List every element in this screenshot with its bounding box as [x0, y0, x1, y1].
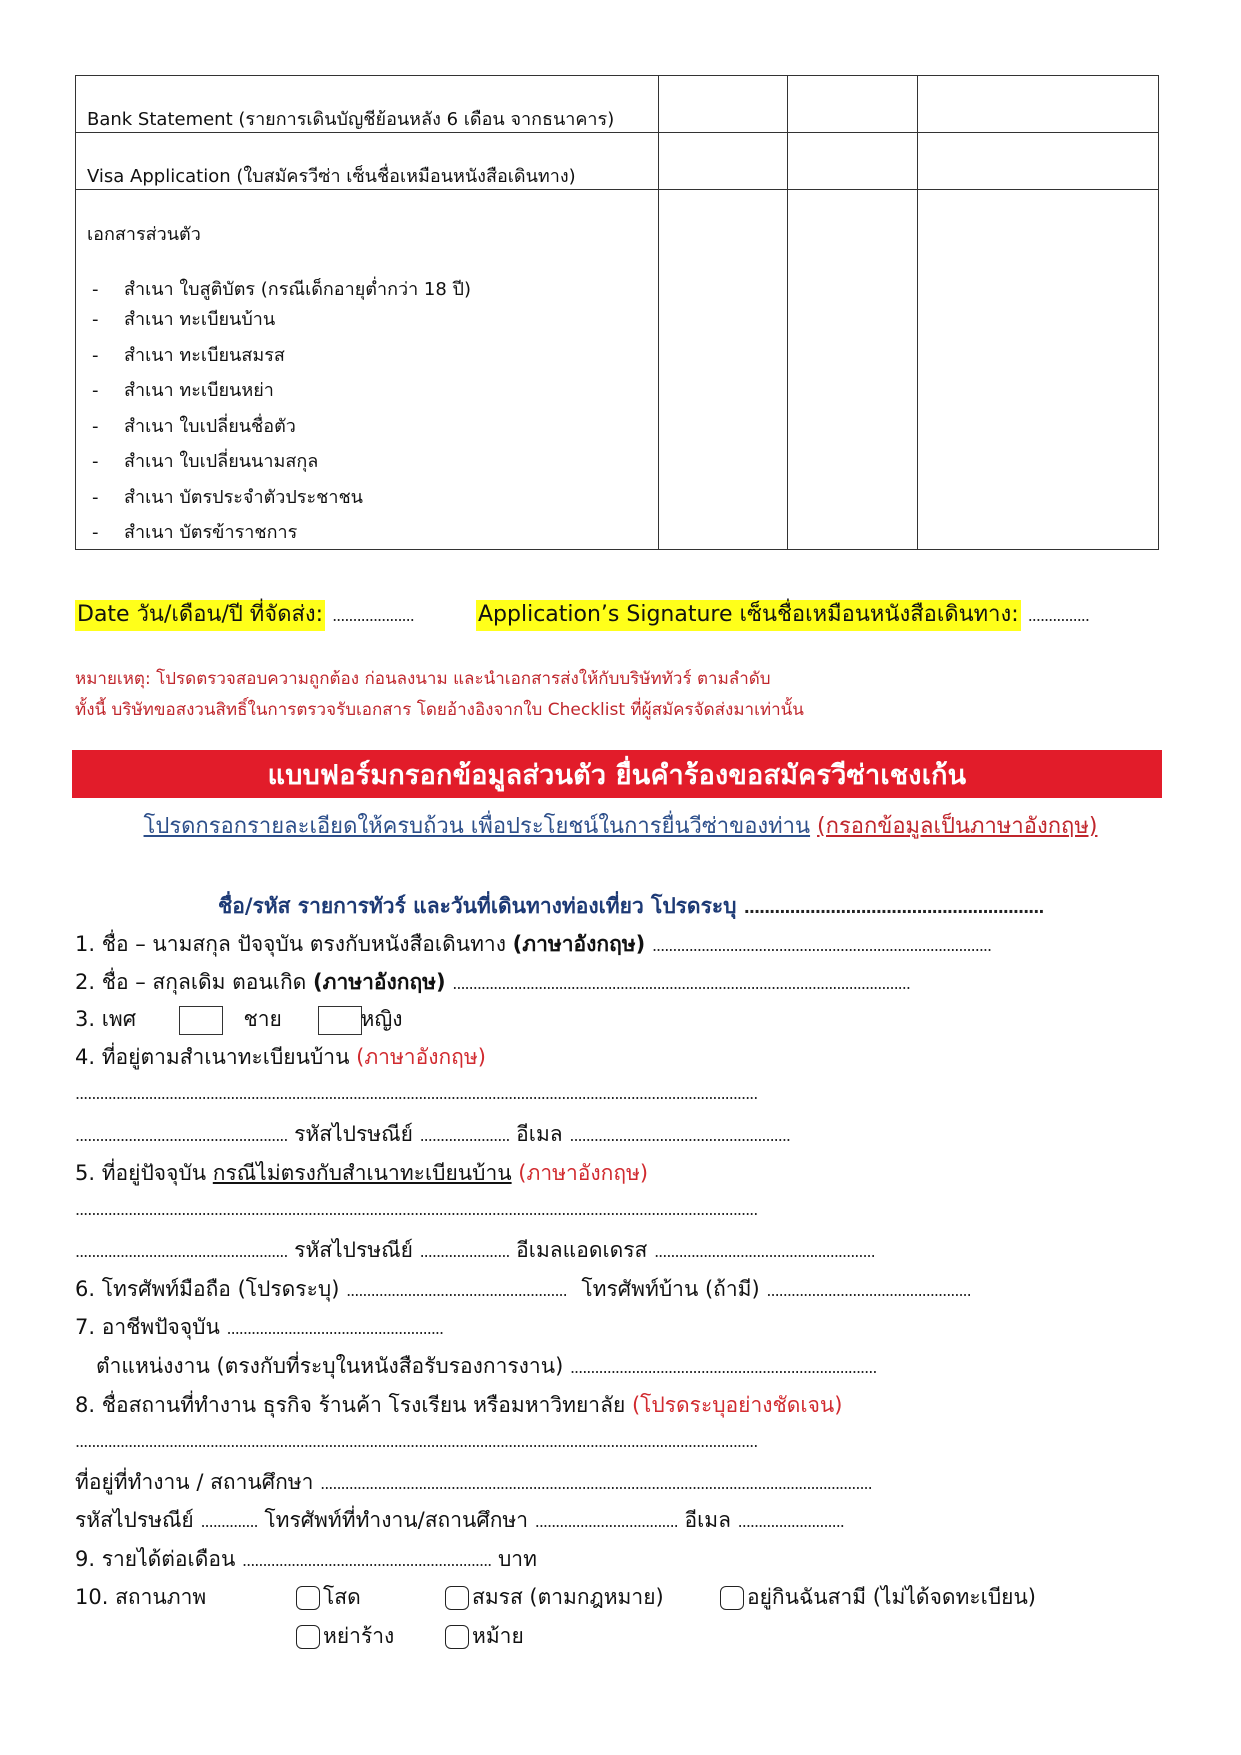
postal-code-label: รหัสไปรษณีย์ — [294, 1122, 413, 1146]
checklist-personal-documents-title: เอกสารส่วนตัว — [87, 224, 201, 245]
checklist-bank-statement: Bank Statement (รายการเดินบัญชีย้อนหลัง 6 เดือน จากธนาคาร) — [87, 109, 615, 130]
female-checkbox[interactable] — [318, 1006, 362, 1035]
widowed-checkbox[interactable] — [445, 1625, 469, 1649]
checklist-item: - สำเนา บัตรข้าราชการ — [92, 522, 298, 543]
male-checkbox[interactable] — [179, 1006, 223, 1035]
female-label: หญิง — [360, 1007, 403, 1031]
q4-language-note: (ภาษาอังกฤษ) — [356, 1045, 486, 1069]
checklist-item: - สำเนา ทะเบียนสมรส — [92, 345, 285, 366]
column-divider — [917, 76, 918, 549]
email-dots: .......................... — [737, 1512, 844, 1531]
work-phone-dots: ................................... — [534, 1512, 678, 1531]
address-dots: ....................................................................................................................................................................... — [75, 1084, 758, 1103]
checklist-item: - สำเนา ใบเปลี่ยนชื่อตัว — [92, 416, 296, 437]
form-title: แบบฟอร์มกรอกข้อมูลส่วนตัว ยื่นคำร้องขอสมัครวีซ่าเชงเก้น — [267, 759, 967, 791]
occupation-label: 7. อาชีพปัจจุบัน — [75, 1315, 220, 1339]
q8-note: (โปรดระบุอย่างชัดเจน) — [631, 1393, 843, 1417]
work-address-field[interactable] — [75, 1466, 872, 1499]
q8-label: 8. ชื่อสถานที่ทำงาน ธุรกิจ ร้านค้า โรงเรียน หรือมหาวิทยาลัย — [75, 1393, 626, 1417]
date-dots: .................... — [332, 606, 414, 625]
postal-code-dots: ...................... — [419, 1126, 510, 1145]
postal-code-label: รหัสไปรษณีย์ — [294, 1238, 413, 1262]
q5-address-line[interactable] — [75, 1196, 757, 1220]
checklist-item: - สำเนา บัตรประจำตัวประชาชน — [92, 487, 363, 508]
postal-code-dots: .............. — [200, 1512, 258, 1531]
single-label: โสด — [323, 1585, 361, 1609]
workplace-dots: ....................................................................................................................................................................... — [75, 1432, 758, 1451]
widowed-label: หม้าย — [472, 1624, 524, 1648]
checklist-item: - สำเนา ใบเปลี่ยนนามสกุล — [92, 451, 319, 472]
work-address-label: ที่อยู่ที่ทำงาน / สถานศึกษา — [75, 1470, 314, 1494]
q2-dots: ................................................................................................................ — [452, 974, 910, 993]
email-dots: ...................................................... — [654, 1242, 875, 1261]
address-dots: .................................................... — [75, 1242, 288, 1261]
email-address-label: อีเมลแอดเดรส — [516, 1238, 648, 1262]
q2-label: 2. ชื่อ – สกุลเดิม ตอนเกิด — [75, 970, 307, 994]
checklist-item: - สำเนา ทะเบียนบ้าน — [92, 309, 276, 330]
signature-dots: ............... — [1027, 606, 1089, 625]
q5-condition: กรณีไม่ตรงกับสำเนาทะเบียนบ้าน — [212, 1161, 512, 1185]
q1-label: 1. ชื่อ – นามสกุล ปัจจุบัน ตรงกับหนังสือเดินทาง — [75, 932, 506, 956]
cohabit-checkbox[interactable] — [720, 1586, 744, 1610]
q5-language-note: (ภาษาอังกฤษ) — [518, 1161, 649, 1185]
marital-cohabit-option[interactable] — [720, 1581, 1036, 1614]
married-label: สมรส (ตามกฎหมาย) — [472, 1585, 664, 1609]
tour-info-dots: ........................................................... — [743, 898, 1044, 917]
note-line-2: ทั้งนี้ บริษัทขอสงวนสิทธิ์ในการตรวจรับเอกสาร โดยอ้างอิงจากใบ Checklist ที่ผู้สมัครจัดส่งมาเท่านั้น — [75, 700, 804, 720]
position-dots: ........................................................................... — [569, 1358, 877, 1377]
home-phone-dots: .................................................. — [766, 1281, 971, 1300]
q6-phone-field[interactable] — [75, 1273, 971, 1306]
signature-label: Application’s Signature เซ็นชื่อเหมือนหนังสือเดินทาง: — [476, 600, 1021, 631]
address-dots: .................................................... — [75, 1126, 288, 1145]
marital-divorced-option[interactable] — [296, 1620, 394, 1653]
q9-income-field[interactable] — [75, 1543, 537, 1576]
email-dots: ...................................................... — [569, 1126, 791, 1145]
cohabit-label: อยู่กินฉันสามี (ไม่ได้จดทะเบียน) — [747, 1585, 1036, 1609]
q2-language-note: (ภาษาอังกฤษ) — [313, 970, 446, 994]
signature-field[interactable] — [476, 596, 1089, 631]
work-contact-field[interactable] — [75, 1504, 844, 1537]
married-checkbox[interactable] — [445, 1586, 469, 1610]
q1-current-name-field[interactable] — [75, 928, 991, 961]
date-label: Date วัน/เดือน/ปี ที่จัดส่ง: — [75, 600, 325, 631]
divorced-checkbox[interactable] — [296, 1625, 320, 1649]
q2-birth-name-field[interactable] — [75, 966, 910, 999]
document-checklist-table — [75, 75, 1159, 550]
checklist-visa-application: Visa Application (ใบสมัครวีซ่า เซ็นชื่อเหมือนหนังสือเดินทาง) — [87, 166, 576, 187]
divorced-label: หย่าร้าง — [323, 1624, 395, 1648]
postal-code-label: รหัสไปรษณีย์ — [75, 1508, 194, 1532]
column-divider — [658, 76, 659, 549]
q8-workplace-label — [75, 1389, 842, 1422]
checklist-item: - สำเนา ทะเบียนหย่า — [92, 380, 274, 401]
q5-label: 5. ที่อยู่ปัจจุบัน — [75, 1161, 207, 1185]
q7-occupation-field[interactable] — [75, 1311, 443, 1344]
q4-label: 4. ที่อยู่ตามสำเนาทะเบียนบ้าน — [75, 1045, 350, 1069]
q1-dots: ................................................................................... — [651, 936, 992, 955]
email-label: อีเมล — [684, 1508, 731, 1532]
q5-current-address-label — [75, 1157, 648, 1190]
subtitle-instruction: โปรดกรอกรายละเอียดให้ครบถ้วน เพื่อประโยชน์ในการยื่นวีซ่าของท่าน — [143, 814, 811, 839]
tour-info-field[interactable] — [218, 890, 1043, 923]
income-unit: บาท — [497, 1547, 537, 1571]
q3-label: 3. เพศ — [75, 1007, 137, 1031]
home-phone-label: โทรศัพท์บ้าน (ถ้ามี) — [581, 1277, 760, 1301]
q3-gender-field — [75, 1003, 402, 1036]
column-divider — [787, 76, 788, 549]
q4-postal-email-line[interactable] — [75, 1118, 790, 1151]
email-label: อีเมล — [516, 1122, 563, 1146]
date-field[interactable] — [75, 596, 414, 631]
subtitle-english-note: (กรอกข้อมูลเป็นภาษาอังกฤษ) — [817, 814, 1098, 839]
occupation-dots: ..................................................... — [226, 1319, 444, 1338]
q5-postal-email-line[interactable] — [75, 1234, 875, 1267]
q1-language-note: (ภาษาอังกฤษ) — [512, 932, 646, 956]
address-dots: ....................................................................................................................................................................... — [75, 1200, 758, 1219]
checklist-item: - สำเนา ใบสูติบัตร (กรณีเด็กอายุต่ำกว่า 18 ปี) — [92, 279, 471, 300]
mobile-phone-label: 6. โทรศัพท์มือถือ (โปรดระบุ) — [75, 1277, 340, 1301]
single-checkbox[interactable] — [296, 1586, 320, 1610]
note-line-1: หมายเหตุ: โปรดตรวจสอบความถูกต้อง ก่อนลงนาม และนำเอกสารส่งให้กับบริษัททัวร์ ตามลำดับ — [75, 669, 771, 689]
q4-address-line[interactable] — [75, 1080, 757, 1104]
postal-code-dots: ...................... — [419, 1242, 510, 1261]
marital-single-option[interactable] — [296, 1581, 361, 1614]
form-subtitle — [0, 808, 1241, 843]
income-label: 9. รายได้ต่อเดือน — [75, 1547, 236, 1571]
income-dots: ............................................................. — [242, 1551, 492, 1570]
mobile-phone-dots: ...................................................... — [346, 1281, 567, 1300]
marital-married-option[interactable] — [445, 1581, 664, 1614]
male-label: ชาย — [243, 1007, 282, 1031]
marital-widowed-option[interactable] — [445, 1620, 524, 1653]
q7-position-field[interactable] — [96, 1350, 876, 1383]
tour-info-label: ชื่อ/รหัส รายการทัวร์ และวันที่เดินทางท่องเที่ยว โปรดระบุ — [218, 894, 737, 918]
work-phone-label: โทรศัพท์ที่ทำงาน/สถานศึกษา — [264, 1508, 529, 1532]
q8-workplace-line[interactable] — [75, 1428, 757, 1452]
form-title-banner — [72, 750, 1162, 798]
work-address-dots: ....................................................................................................................................... — [320, 1474, 872, 1493]
position-label: ตำแหน่งงาน (ตรงกับที่ระบุในหนังสือรับรองการงาน) — [96, 1354, 564, 1378]
q4-registered-address-label — [75, 1041, 486, 1074]
q10-marital-status-label: 10. สถานภาพ — [75, 1585, 207, 1609]
